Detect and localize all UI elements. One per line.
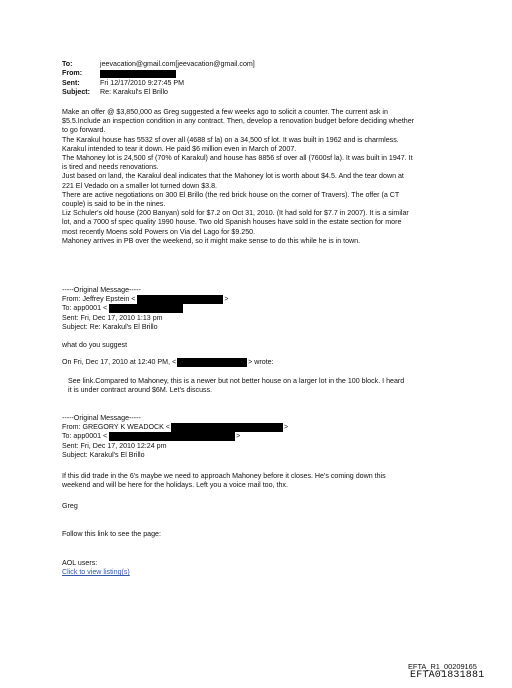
to-label: To: — [62, 60, 73, 69]
quote-intro-prefix: On Fri, Dec 17, 2010 at 12:40 PM, < — [62, 358, 177, 366]
orig1-from-suffix: > — [224, 295, 229, 304]
from-row — [62, 69, 462, 78]
original-message-2 — [62, 414, 462, 460]
sent-value: Fri 12/17/2010 9:27:45 PM — [100, 78, 184, 87]
signature: Greg — [62, 502, 78, 510]
body-line: Liz Schuler's old house (200 Banyan) sold for $7.2 on Oct 31, 2010. (It had sold for $7.7 in 2007). It is a similar — [62, 209, 409, 218]
orig1-to — [62, 304, 462, 313]
orig2-title: -----Original Message----- — [62, 414, 141, 422]
quote-line: it is under contract around $6M. Let's discuss. — [68, 386, 213, 395]
orig1-sent: Sent: Fri, Dec 17, 2010 1:13 pm — [62, 313, 163, 322]
signature-row — [62, 502, 462, 511]
body-line: Karakul intended to tear it down. He paid $6 million even in March of 2007. — [62, 144, 297, 153]
orig2-from-suffix: > — [283, 423, 289, 432]
body-line: $5.5.Include an inspection condition in any contract. Then, develop a renovation budget before deciding whether — [62, 117, 415, 126]
body-line: Just based on land, the Karakul deal indicates that the Mahoney lot is worth about $4.5. And the tear down at — [62, 172, 404, 181]
bates-ref-2: EFTA01831881 — [410, 670, 485, 681]
quote-intro-redaction — [177, 358, 247, 367]
subject-value: Re: Karakul's El Brillo — [100, 88, 168, 97]
subject-row — [62, 88, 462, 97]
orig2-from — [62, 423, 462, 432]
orig2-sent: Sent: Fri, Dec 17, 2010 12:24 pm — [62, 441, 167, 450]
quoted-text — [68, 377, 458, 395]
orig2-to-text: To: app0001 < — [62, 432, 108, 441]
body-line: The Mahoney lot is 24,500 sf (70% of Karakul) and house has 8856 sf over all (7600sf la). It was built in 1947. It — [62, 154, 413, 163]
body-line: Mahoney arrives in PB over the weekend, so it might make sense to do this while he is in town. — [62, 236, 361, 245]
orig2-from-prefix: From: GREGORY K WEADOCK < — [62, 423, 170, 432]
view-listing-link[interactable]: Click to view listing(s) — [62, 568, 130, 577]
original-message-1 — [62, 286, 462, 332]
quote-intro-suffix: > wrote: — [248, 358, 274, 366]
orig1-message-row — [62, 341, 462, 350]
greg-message — [62, 472, 462, 490]
sent-row — [62, 79, 462, 88]
body-line: 221 El Vedado on a smaller lot turned down $3.8. — [62, 181, 217, 190]
from-label: From: — [62, 69, 83, 78]
orig1-from-prefix: From: Jeffrey Epstein < — [62, 295, 136, 304]
listing-link-row — [62, 568, 462, 577]
orig1-subject: Subject: Re: Karakul's El Brillo — [62, 322, 158, 331]
orig2-to — [62, 432, 462, 441]
orig2-to-redaction — [109, 432, 235, 441]
orig1-from-redaction — [137, 295, 223, 304]
email-header — [62, 60, 462, 98]
from-redaction — [100, 70, 176, 78]
greg-line: weekend and will be here for the holidays. Left you a voice mail too, thx. — [62, 481, 288, 490]
orig1-title: -----Original Message----- — [62, 286, 141, 294]
sent-label: Sent: — [62, 78, 80, 87]
body-line: lot, and a 7000 sf spec quality 1990 house. Two old Spanish houses have sold in the estate section for more — [62, 218, 402, 227]
aol-label: AOL users: — [62, 559, 98, 567]
orig1-message: what do you suggest — [62, 341, 128, 349]
greg-line: If this did trade in the 6's maybe we need to approach Mahoney before it closes. He's coming down this — [62, 472, 386, 480]
subject-label: Subject: — [62, 88, 90, 97]
to-value: jeevacation@gmail.com[jeevacation@gmail.com] — [100, 60, 255, 69]
follow-text: Follow this link to see the page: — [62, 530, 161, 538]
orig2-to-suffix: > — [236, 432, 241, 441]
quote-intro — [62, 358, 462, 367]
body-line: to go forward. — [62, 126, 106, 135]
orig1-from — [62, 295, 462, 304]
body-line: Make an offer @ $3,850,000 as Greg suggested a few weeks ago to solicit a counter. The current ask in — [62, 108, 388, 116]
body-line: most recently Moens sold Powers on Via del Lago for $9.250. — [62, 227, 256, 236]
message-body — [62, 108, 457, 246]
orig2-subject: Subject: Karakul's El Brillo — [62, 450, 145, 459]
quote-line: See link.Compared to Mahoney, this is a newer but not better house on a larger lot in the 100 block. I heard — [68, 377, 405, 385]
body-line: There are active negotiations on 300 El Brillo (the red brick house on the corner of Travers). The offer (a CT — [62, 190, 400, 199]
orig1-to-text: To: app0001 < — [62, 304, 108, 313]
bates-ref-1: EFTA_R1_00209165 — [408, 662, 477, 671]
body-line: couple) is said to be in the nines. — [62, 200, 166, 209]
follow-row — [62, 530, 462, 539]
quote-intro-row — [62, 358, 462, 367]
body-line: The Karakul house has 5532 sf over all (4688 sf la) on a 34,500 sf lot. It was built in 1962 and is charmless. — [62, 135, 399, 144]
body-line: is tired and needs renovations. — [62, 163, 159, 172]
aol-block — [62, 559, 462, 577]
orig1-to-redaction — [109, 304, 183, 313]
orig2-from-redaction — [171, 423, 283, 432]
to-row — [62, 60, 462, 69]
